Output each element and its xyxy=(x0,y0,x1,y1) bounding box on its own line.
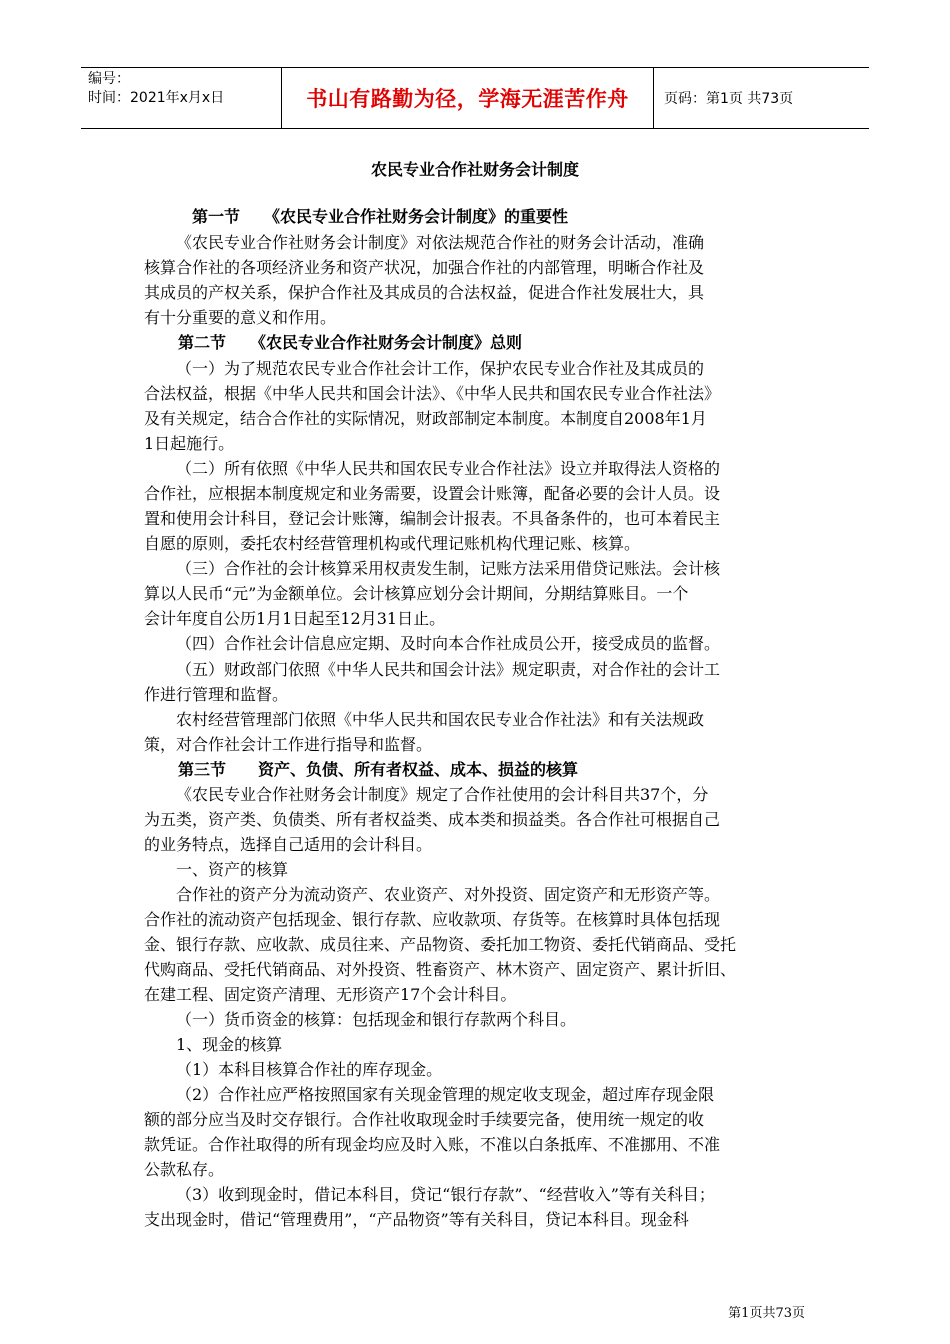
text-line: 的业务特点，选择自己适用的会计科目。 xyxy=(144,835,433,854)
text-line: （1）本科目核算合作社的库存现金。 xyxy=(176,1060,443,1079)
text-line: （四）合作社会计信息应定期、及时向本合作社成员公开，接受成员的监督。 xyxy=(176,634,721,653)
text-line: 支出现金时，借记“管理费用”，“产品物资”等有关科目，贷记本科目。现金科 xyxy=(144,1210,689,1229)
text-line: （二）所有依照《中华人民共和国农民专业合作社法》设立并取得法人资格的 xyxy=(176,459,721,478)
text-line: 会计年度自公历1月1日起至12月31日止。 xyxy=(144,609,446,628)
text-line: （一）货币资金的核算：包括现金和银行存款两个科目。 xyxy=(176,1010,577,1029)
section-heading: 第二节 《农民专业合作社财务会计制度》总则 xyxy=(178,333,523,352)
text-line: 策，对合作社会计工作进行指导和监督。 xyxy=(144,735,433,754)
text-line: 其成员的产权关系，保护合作社及其成员的合法权益，促进合作社发展壮大，具 xyxy=(144,283,705,302)
text-line: 代购商品、受托代销商品、对外投资、牲畜资产、林木资产、固定资产、累计折旧、 xyxy=(144,960,737,979)
page-footer: 第1页共73页 xyxy=(728,1306,805,1321)
subheading: 一、资产的核算 xyxy=(176,860,289,879)
text-line: 款凭证。合作社取得的所有现金均应及时入账，不准以白条抵库、不准挪用、不准 xyxy=(144,1135,721,1154)
text-line: 合作社的资产分为流动资产、农业资产、对外投资、固定资产和无形资产等。 xyxy=(176,885,721,904)
text-line: 公款私存。 xyxy=(144,1160,225,1179)
document-title: 农民专业合作社财务会计制度 xyxy=(370,160,579,179)
text-line: （一）为了规范农民专业合作社会计工作，保护农民专业合作社及其成员的 xyxy=(176,359,705,378)
text-line: 有十分重要的意义和作用。 xyxy=(144,308,337,327)
text-line: 为五类，资产类、负债类、所有者权益类、成本类和损益类。各合作社可根据自己 xyxy=(144,810,721,829)
text-line: （2）合作社应严格按照国家有关现金管理的规定收支现金，超过库存现金限 xyxy=(176,1085,715,1104)
text-line: 置和使用会计科目，登记会计账簿，编制会计报表。不具备条件的，也可本着民主 xyxy=(144,509,721,528)
text-line: 《农民专业合作社财务会计制度》对依法规范合作社的财务会计活动，准确 xyxy=(176,233,705,252)
page-header xyxy=(81,67,869,129)
text-line: 合作社的流动资产包括现金、银行存款、应收款项、存货等。在核算时具体包括现 xyxy=(144,910,721,929)
subheading: 1、现金的核算 xyxy=(176,1035,283,1054)
text-line: 1日起施行。 xyxy=(144,434,235,453)
text-line: 在建工程、固定资产清理、无形资产17个会计科目。 xyxy=(144,985,517,1004)
text-line: 农村经营管理部门依照《中华人民共和国农民专业合作社法》和有关法规政 xyxy=(176,710,705,729)
text-line: 额的部分应当及时交存银行。合作社收取现金时手续要完备，使用统一规定的收 xyxy=(144,1110,705,1129)
text-line: （三）合作社的会计核算采用权责发生制，记账方法采用借贷记账法。会计核 xyxy=(176,559,721,578)
time-label: 时间：2021年x月x日 xyxy=(88,90,225,106)
text-line: 金、银行存款、应收款、成员往来、产品物资、委托加工物资、委托代销商品、受托 xyxy=(144,935,737,954)
section-heading: 第三节 资产、负债、所有者权益、成本、损益的核算 xyxy=(178,760,579,779)
header-motto: 书山有路勤为径，学海无涯苦作舟 xyxy=(282,68,654,128)
text-line: （五）财政部门依照《中华人民共和国会计法》规定职责，对合作社的会计工 xyxy=(176,660,721,679)
header-meta xyxy=(81,68,282,128)
number-label: 编号： xyxy=(88,71,130,87)
text-line: 作进行管理和监督。 xyxy=(144,685,289,704)
text-line: 核算合作社的各项经济业务和资产状况，加强合作社的内部管理，明晰合作社及 xyxy=(144,258,705,277)
text-line: 《农民专业合作社财务会计制度》规定了合作社使用的会计科目共37个，分 xyxy=(176,785,709,804)
text-line: 合作社，应根据本制度规定和业务需要，设置会计账簿，配备必要的会计人员。设 xyxy=(144,484,721,503)
text-line: 自愿的原则，委托农村经营管理机构或代理记账机构代理记账、核算。 xyxy=(144,534,641,553)
text-line: 及有关规定，结合合作社的实际情况，财政部制定本制度。本制度自2008年1月 xyxy=(144,409,707,428)
header-page-info: 页码：第1页 共73页 xyxy=(664,91,794,107)
section-heading: 第一节 《农民专业合作社财务会计制度》的重要性 xyxy=(192,207,569,226)
text-line: 算以人民币“元”为金额单位。会计核算应划分会计期间，分期结算账目。一个 xyxy=(144,584,689,603)
text-line: （3）收到现金时，借记本科目，贷记“银行存款”、“经营收入”等有关科目； xyxy=(176,1185,715,1204)
text-line: 合法权益，根据《中华人民共和国会计法》、《中华人民共和国农民专业合作社法》 xyxy=(144,384,721,403)
